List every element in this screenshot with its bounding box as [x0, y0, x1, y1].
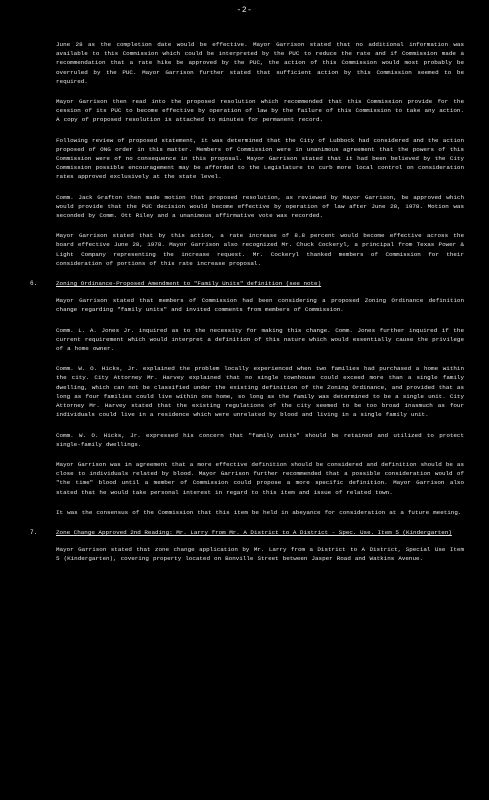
agenda-item-title: Zoning Ordinance-Proposed Amendment to "Family Units" definition (see note)	[56, 280, 322, 288]
paragraph-rate-effective-date: June 28 as the completion date would be effective. Mayor Garrison stated that no additional information was available to this Commission which could be interpreted by the PUC to reduce the rate and if Commission made a recommendation that a rate hike be approved by the PUC, the action of this Commission would most probably be overruled by the PUC. Mayor Garrison further stated that sufficient action by this Commission seemed to be required.	[56, 41, 464, 85]
paragraph-review-of-statement: Following review of proposed statement, it was determined that the City of Lubbock had considered and the action proposed of ONG order in this matter. Members of Commission were in unanimous agreement that the powers of this Commission were of no consequence in this proposal. Mayor Garrison stated that it had been believed by the City Commission possible encouragement may be afforded to the Legislature to curb more local control on consideration rates approved exclusively at the state level.	[56, 136, 464, 181]
paragraph-zone-change-application: Mayor Garrison stated that zone change application by Mr. Larry from a District to A District, Special Use Item 5 (Kindergarten), covering property located on Bonville Street between Jasper Road and Watkins Avenue.	[56, 546, 464, 563]
minutes-body	[30, 40, 464, 575]
paragraph-motion-approval: Comm. Jack Grafton then made motion that proposed resolution, as reviewed by Mayor Garrison, be approved which would provide that the PUC decision would become effective by operation of law after June 28, 1978. Motion was seconded by Comm. Ott Riley and a unanimous affirmative vote was recorded.	[56, 193, 464, 220]
page-number: -2-	[236, 6, 253, 15]
paragraph-garrison-agreement: Mayor Garrison was in agreement that a more effective definition should be considered and definition should be as close to individuals related by blood. Mayor Garrison further recommended that a possible consideration would of "the time" blood until a member of Commission could propose a more specific definition. Mayor Garrison also stated that he would take personal interest in regard to this item and issue of related town.	[56, 460, 464, 496]
agenda-item-title: Zone Change Approved 2nd Reading: Mr. Larry from Mr. A District to A District - Spec. Use. Item 5 (Kindergarten)	[56, 528, 452, 536]
paragraph-rate-increase-recorded: Mayor Garrison stated that by this action, a rate increase of 8.8 percent would become effective across the board effective June 28, 1978. Mayor Garrison also recognized Mr. Chuck Cockeryl, a principal from Texas Power & Light Company representing the increase request. Mr. Cockeryl thanked members of Commission for their consideration of portions of this rate increase proposal.	[56, 232, 464, 267]
agenda-item-number: 6.	[30, 280, 38, 288]
agenda-item-number: 7.	[30, 528, 38, 536]
paragraph-consensus-abeyance: It was the consensus of the Commission that this item be held in abeyance for consideration at a future meeting.	[56, 508, 462, 516]
paragraph-family-units-intro: Mayor Garrison stated that members of Commission had been considering a proposed Zoning Ordinance definition change regarding "family units" and invited comments from members of Commission.	[56, 297, 464, 314]
paragraph-hicks-explanation: Comm. W. O. Hicks, Jr. explained the problem locally experienced when two families had purchased a home within the city. City Attorney Mr. Harvey explained that no single townhouse could exceed more than a single family dwelling, which can not be classified under the existing definition of the Zoning Ordinance, and provided that as long as four families could live within one home, so long as the family was determined to be a single unit. City Attorney Mr. Harvey stated that the existing regulations of the city seemed to be too broad inasmuch as four individuals could live in a residence which were unrelated by blood and living in a single family unit.	[56, 365, 464, 419]
paragraph-hicks-concern: Comm. W. O. Hicks, Jr. expressed his concern that "family units" should be retained and utilized to protect single-family dwellings.	[56, 431, 464, 448]
paragraph-jones-inquiry: Comm. L. A. Jones Jr. inquired as to the necessity for making this change. Comm. Jones further inquired if the current requirement which would interpret a definition of this nature which would essentially cause the privilege of a home owner.	[56, 326, 464, 353]
agenda-item-6	[30, 279, 464, 288]
paragraph-proposed-resolution: Mayor Garrison then read into the proposed resolution which recommended that this Commission provide for the cession of its PUC to become effective by operation of law by the failure of this Commission to take any action. A copy of proposed resolution is attached to minutes for permanent record.	[56, 98, 464, 124]
agenda-item-7	[30, 528, 464, 537]
